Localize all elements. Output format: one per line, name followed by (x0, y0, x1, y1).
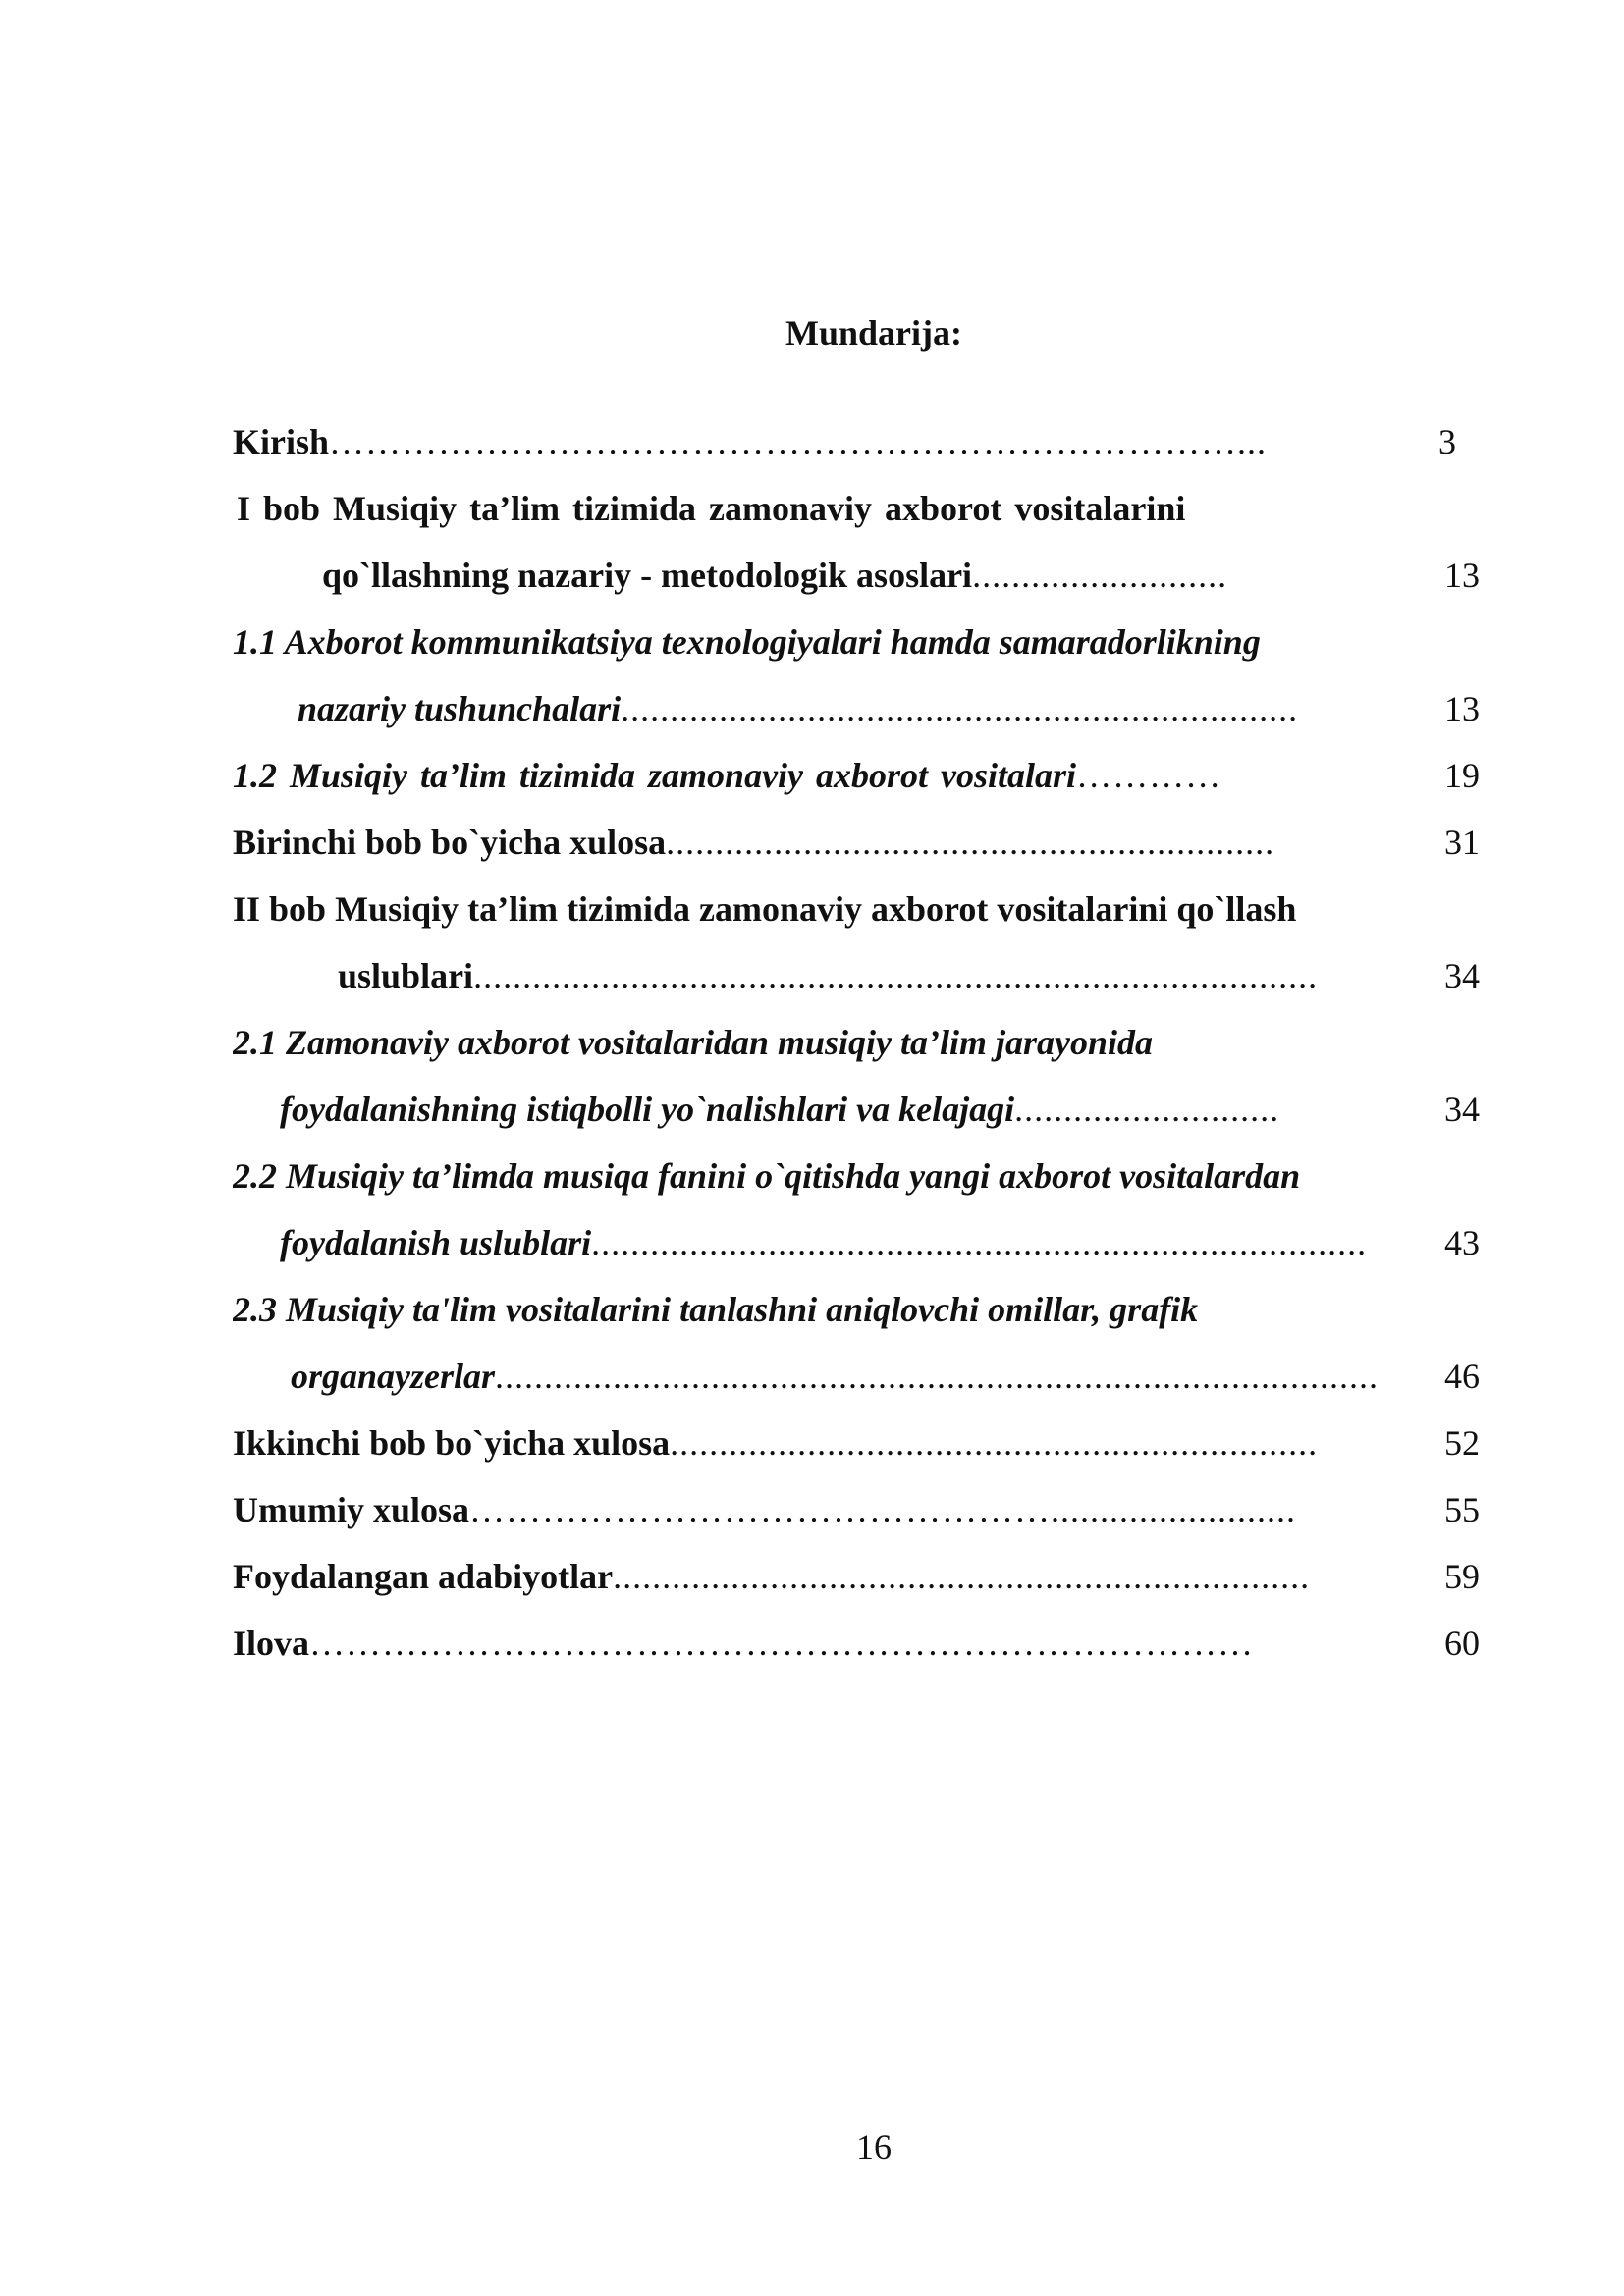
toc-title: Mundarija: (785, 313, 962, 352)
toc-page-number: 31 (1444, 823, 1480, 862)
toc-leader-dots: ...................................................................................... (473, 956, 1319, 995)
toc-page-number: 43 (1444, 1223, 1480, 1262)
toc-page-number: 19 (1444, 756, 1480, 795)
toc-entry-text: Birinchi bob bo`yicha xulosa (233, 823, 667, 862)
toc-entry-text: I bob Musiqiy ta’lim tizimida zamonaviy axborot vositalarini (237, 489, 1186, 528)
toc-entry-section-2-1-heading[interactable] (233, 1013, 1480, 1072)
toc-entry-text: foydalanish uslublari (280, 1223, 592, 1262)
toc-entry-appendix[interactable] (233, 1614, 1480, 1673)
toc-page-number: 13 (1444, 556, 1480, 595)
toc-entry-section-2-2[interactable] (233, 1213, 1480, 1272)
toc-entry-chapter-1-heading[interactable] (233, 479, 1480, 538)
toc-leader-dots: .............................................................. (666, 823, 1275, 862)
toc-entry-text: 1.1 Axborot kommunikatsiya texnologiyalari hamda samaradorlikning (233, 622, 1261, 662)
toc-page-number: 3 (1438, 422, 1456, 461)
toc-entry-kirish[interactable] (233, 412, 1480, 471)
toc-leader-dots: ....................................................................... (613, 1557, 1311, 1596)
toc-entry-text: 2.1 Zamonaviy axborot vositalaridan musiqiy ta’lim jarayonida (233, 1023, 1154, 1062)
toc-entry-text: 1.2 Musiqiy ta’lim tizimida zamonaviy axborot vositalari (233, 756, 1077, 795)
toc-leader-dots: .................................................................. (670, 1423, 1319, 1463)
page-number: 16 (856, 2127, 892, 2166)
toc-leader-dots: …………………………………………......................... (469, 1490, 1297, 1529)
toc-leader-dots: .......................................................................................... (495, 1357, 1380, 1396)
toc-leader-dots: ........................... (1014, 1090, 1280, 1129)
toc-entry-section-1-1-heading[interactable] (233, 613, 1480, 671)
toc-entry-chapter-2-heading[interactable] (233, 880, 1480, 938)
toc-entry-chapter-1-conclusion[interactable] (233, 813, 1480, 872)
toc-entry-text: II bob Musiqiy ta’lim tizimida zamonaviy axborot vositalarini qo`llash (233, 889, 1297, 929)
toc-entry-text: qo`llashning nazariy - metodologik asoslari (322, 556, 973, 595)
toc-entry-section-1-2[interactable] (233, 746, 1480, 805)
toc-entry-text: 2.3 Musiqiy ta'lim vositalarini tanlashni aniqlovchi omillar, grafik (233, 1290, 1199, 1329)
toc-entry-section-2-2-heading[interactable] (233, 1147, 1480, 1205)
toc-page-number: 55 (1444, 1490, 1480, 1529)
toc-page-number: 60 (1444, 1624, 1480, 1663)
toc-page-number: 34 (1444, 1090, 1480, 1129)
toc-entry-chapter-2-conclusion[interactable] (233, 1414, 1480, 1472)
toc-entry-general-conclusion[interactable] (233, 1480, 1480, 1539)
toc-entry-text: Umumiy xulosa (233, 1490, 470, 1529)
toc-entry-text: organayzerlar (291, 1357, 496, 1396)
toc-entry-chapter-1[interactable] (233, 546, 1480, 605)
toc-leader-dots: ............................................................................... (591, 1223, 1368, 1262)
toc-entry-text: Kirish (233, 422, 330, 461)
toc-entry-section-2-1[interactable] (233, 1080, 1480, 1139)
toc-entry-text: Foydalangan adabiyotlar (233, 1557, 614, 1596)
toc-leader-dots: .......................... (972, 556, 1228, 595)
toc-page-number: 59 (1444, 1557, 1480, 1596)
toc-entry-section-1-1[interactable] (233, 679, 1480, 738)
toc-entry-section-2-3-heading[interactable] (233, 1280, 1480, 1339)
toc-leader-dots: ………… (1076, 756, 1222, 795)
toc-leader-dots: …………………………………………………………………… (309, 1624, 1255, 1663)
toc-entry-text: nazariy tushunchalari (298, 689, 622, 728)
toc-page-number: 13 (1444, 689, 1480, 728)
toc-leader-dots: …………………………………………………………………... (329, 422, 1268, 461)
toc-entry-text: 2.2 Musiqiy ta’limda musiqa fanini o`qitishda yangi axborot vositalardan (233, 1156, 1301, 1196)
toc-page-number: 46 (1444, 1357, 1480, 1396)
toc-entry-text: uslublari (338, 956, 474, 995)
toc-entry-text: foydalanishning istiqbolli yo`nalishlari va kelajagi (280, 1090, 1015, 1129)
toc-entry-chapter-2[interactable] (233, 946, 1480, 1005)
toc-page-number: 34 (1444, 956, 1480, 995)
toc-leader-dots: ..................................................................... (621, 689, 1299, 728)
toc-page-number: 52 (1444, 1423, 1480, 1463)
toc-entry-section-2-3[interactable] (233, 1347, 1480, 1406)
toc-entry-text: Ikkinchi bob bo`yicha xulosa (233, 1423, 671, 1463)
toc-entry-references[interactable] (233, 1547, 1480, 1606)
toc-entry-text: Ilova (233, 1624, 310, 1663)
